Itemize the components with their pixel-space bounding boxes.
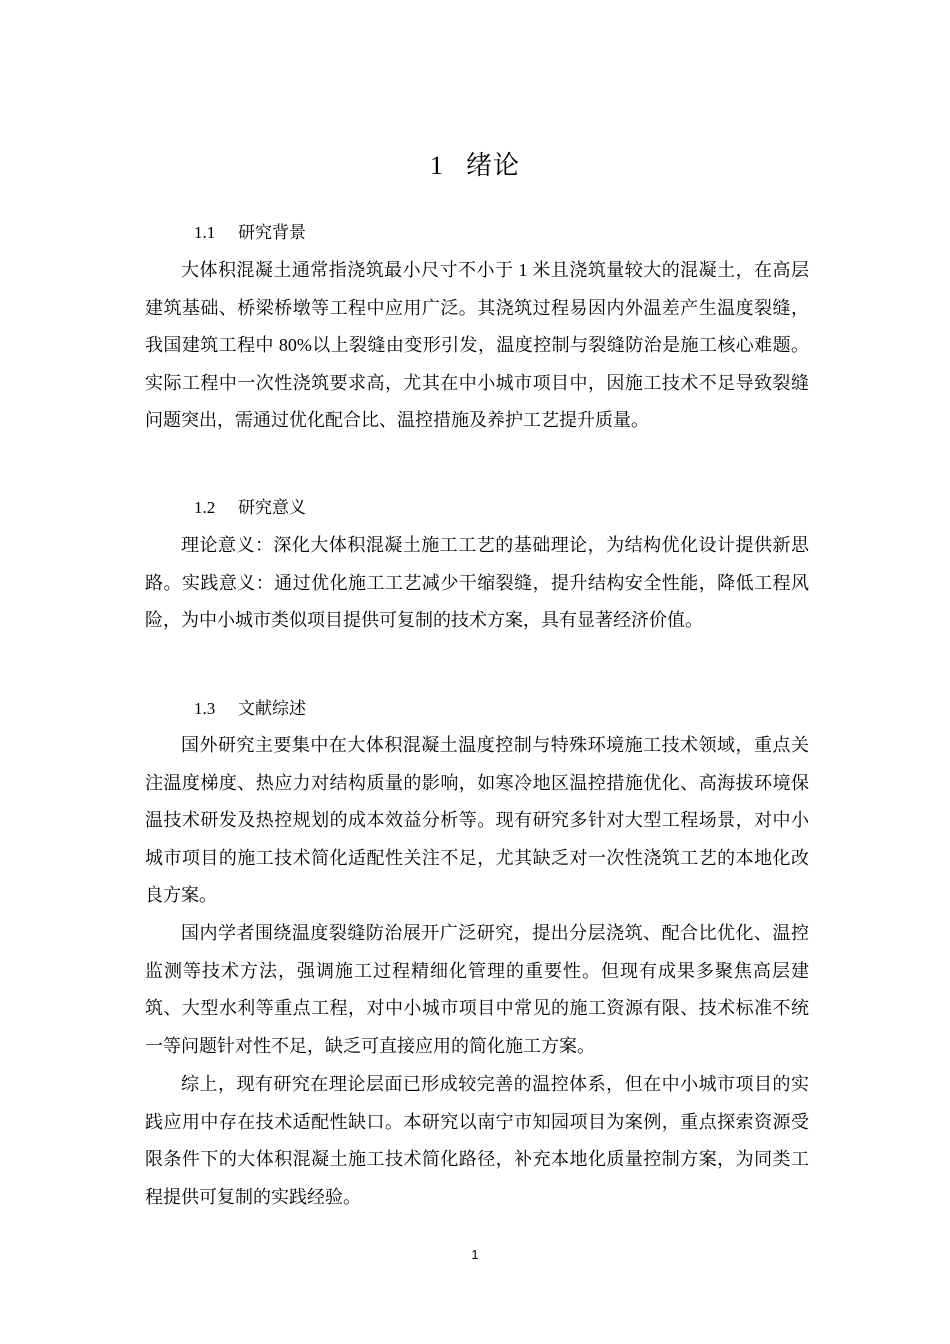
paragraph-literature-domestic: 国内学者围绕温度裂缝防治展开广泛研究，提出分层浇筑、配合比优化、温控监测等技术方法，强调施工过程精细化管理的重要性。但现有成果多聚焦高层建筑、大型水利等重点工程，对中小城市项目中常见的施工资源有限、技术标准不统一等问题针对性不足，缺乏可直接应用的简化施工方案。 (145, 923, 809, 1056)
paragraph-significance: 理论意义：深化大体积混凝土施工工艺的基础理论，为结构优化设计提供新思路。实践意义：通过优化施工工艺减少干缩裂缝，提升结构安全性能，降低工程风险，为中小城市类似项目提供可复制的技术方案，具有显著经济价值。 (145, 535, 809, 631)
section-heading-background (194, 221, 306, 245)
paragraph-background: 大体积混凝土通常指浇筑最小尺寸不小于 1 米且浇筑量较大的混凝土，在高层建筑基础、桥梁桥墩等工程中应用广泛。其浇筑过程易因内外温差产生温度裂缝，我国建筑工程中 80%以上裂缝由变形引发，温度控制与裂缝防治是施工核心难题。实际工程中一次性浇筑要求高，尤其在中小城市项目中，因施工技术不足导致裂缝问题突出，需通过优化配合比、温控措施及养护工艺提升质量。 (145, 260, 809, 431)
section-heading-literature-review (194, 697, 306, 721)
chapter-title-text: 绪论 (465, 151, 520, 180)
chapter-number: 1 (429, 151, 444, 180)
paragraph-literature-summary: 综上，现有研究在理论层面已形成较完善的温控体系，但在中小城市项目的实践应用中存在技术适配性缺口。本研究以南宁市知园项目为案例，重点探索资源受限条件下的大体积混凝土施工技术简化路径，补充本地化质量控制方案，为同类工程提供可复制的实践经验。 (145, 1074, 809, 1207)
section-number: 1.3 (194, 699, 216, 718)
page-number: 1 (471, 1247, 479, 1262)
section-title: 研究意义 (238, 498, 306, 517)
section-number: 1.2 (194, 498, 216, 517)
section-title: 研究背景 (238, 223, 306, 242)
section-heading-significance (194, 496, 306, 520)
section-number: 1.1 (194, 223, 216, 242)
section-title: 文献综述 (238, 699, 306, 718)
paragraph-literature-foreign: 国外研究主要集中在大体积混凝土温度控制与特殊环境施工技术领域，重点关注温度梯度、热应力对结构质量的影响，如寒冷地区温控措施优化、高海拔环境保温技术研发及热控规划的成本效益分析等。现有研究多针对大型工程场景，对中小城市项目的施工技术简化适配性关注不足，尤其缺乏对一次性浇筑工艺的本地化改良方案。 (145, 735, 809, 906)
chapter-title (0, 146, 950, 186)
